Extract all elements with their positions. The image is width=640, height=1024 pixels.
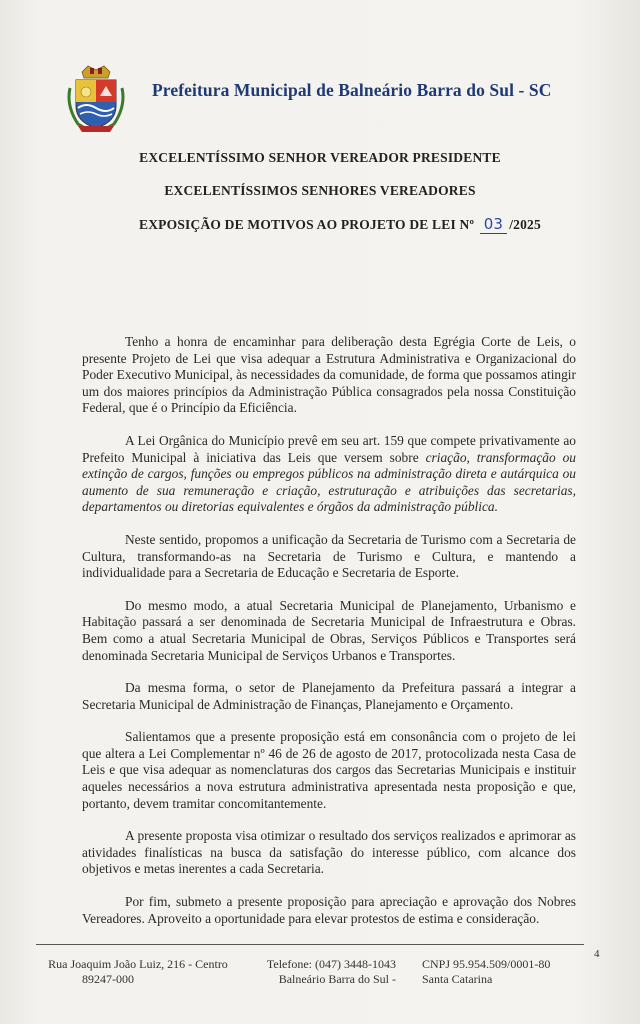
law-number: 03 — [480, 215, 508, 234]
paragraph: Da mesma forma, o setor de Planejamento da Prefeitura passará a integrar a Secretaria Municipal de Administração de Finanças, Planejamento e Orçamento. — [82, 680, 576, 712]
footer-address-line: Rua Joaquim João Luiz, 216 - Centro — [48, 957, 228, 971]
municipal-coat-of-arms-icon — [60, 62, 132, 134]
footer-zip-line: 89247-000 — [82, 972, 134, 986]
paragraph: A presente proposta visa otimizar o resultado dos serviços realizados e aprimorar as atividades finalísticas na busca da satisfação do interesse público, com alcance dos objetivos e metas inerentes a cada Secretaria. — [82, 828, 576, 877]
salutation-councilors: EXCELENTÍSSIMOS SENHORES VEREADORES — [164, 183, 476, 198]
document-body — [82, 334, 576, 943]
heading-year: /2025 — [509, 217, 541, 232]
paragraph: Do mesmo modo, a atual Secretaria Municipal de Planejamento, Urbanismo e Habitação passará a ser denominada de Secretaria Municipal de Infraestrutura e Obras. Bem como a atual Secretaria Municipal de Obras, Serviços Públicos e Transportes será denominada Secretaria Municipal de Serviços Urbanos e Transportes. — [82, 597, 576, 663]
document-heading — [20, 215, 640, 234]
footer-phone-line: Telefone: (047) 3448-1043 — [266, 957, 396, 971]
salutation-president: EXCELENTÍSSIMO SENHOR VEREADOR PRESIDENTE — [139, 150, 501, 165]
paragraph-italic-text: criação, transformação ou extinção de cargos, funções ou empregos públicos na administração direta e autárquica ou aumento de sua remuneração e criação, estruturação e atribuições das secretarias, departamentos ou diretorias equivalentes e órgãos da administração pública. — [82, 449, 576, 515]
page-number: 4 — [594, 948, 600, 960]
footer-state-line: Santa Catarina — [422, 972, 493, 986]
footer-divider — [36, 944, 584, 945]
heading-prefix: EXPOSIÇÃO DE MOTIVOS AO PROJETO DE LEI Nº — [139, 217, 475, 232]
footer-cnpj-line: CNPJ 95.954.509/0001-80 — [422, 957, 551, 971]
paragraph: Salientamos que a presente proposição está em consonância com o projeto de lei que altera a Lei Complementar nº 46 de 26 de agosto de 2017, protocolizada nesta Casa de Leis e que visa adequar as nomenclaturas dos cargos das Secretarias Municipais e instituir aqueles necessários a nova estrutura administrativa apresentada nesta proposição e que, portanto, devem tramitar concomitantemente. — [82, 729, 576, 811]
footer-city-line: Balneário Barra do Sul - — [278, 972, 396, 986]
paragraph: Tenho a honra de encaminhar para deliberação desta Egrégia Corte de Leis, o presente Projeto de Lei que visa adequar a Estrutura Administrativa e Organizacional do Poder Executivo Municipal, às necessidades da comunidade, de forma que possamos atingir um dos maiores princípios da Administração Pública consagrados pela nossa Constituição Federal, que é o Princípio da Eficiência. — [82, 334, 576, 416]
footer-registry — [422, 957, 598, 987]
letterhead — [60, 62, 620, 132]
letterhead-title: Prefeitura Municipal de Balneário Barra do Sul - SC — [152, 80, 552, 100]
paragraph: Neste sentido, propomos a unificação da Secretaria de Turismo com a Secretaria de Cultura, transformando-as na Secretaria de Turismo e Cultura, e mantendo a individualidade para a Secretaria de Educação e Secretaria de Esporte. — [82, 531, 576, 581]
paragraph — [82, 433, 576, 516]
paragraph: Por fim, submeto a presente proposição para apreciação e aprovação dos Nobres Vereadores. Aproveito a oportunidade para elevar protestos de estima e consideração. — [82, 894, 576, 926]
paragraph-text: A Lei Orgânica do Município prevê em seu art. 159 que compete privativamente ao Prefeito Municipal à iniciativa das Leis que versem sobre — [82, 432, 576, 465]
footer-contact — [196, 957, 396, 987]
